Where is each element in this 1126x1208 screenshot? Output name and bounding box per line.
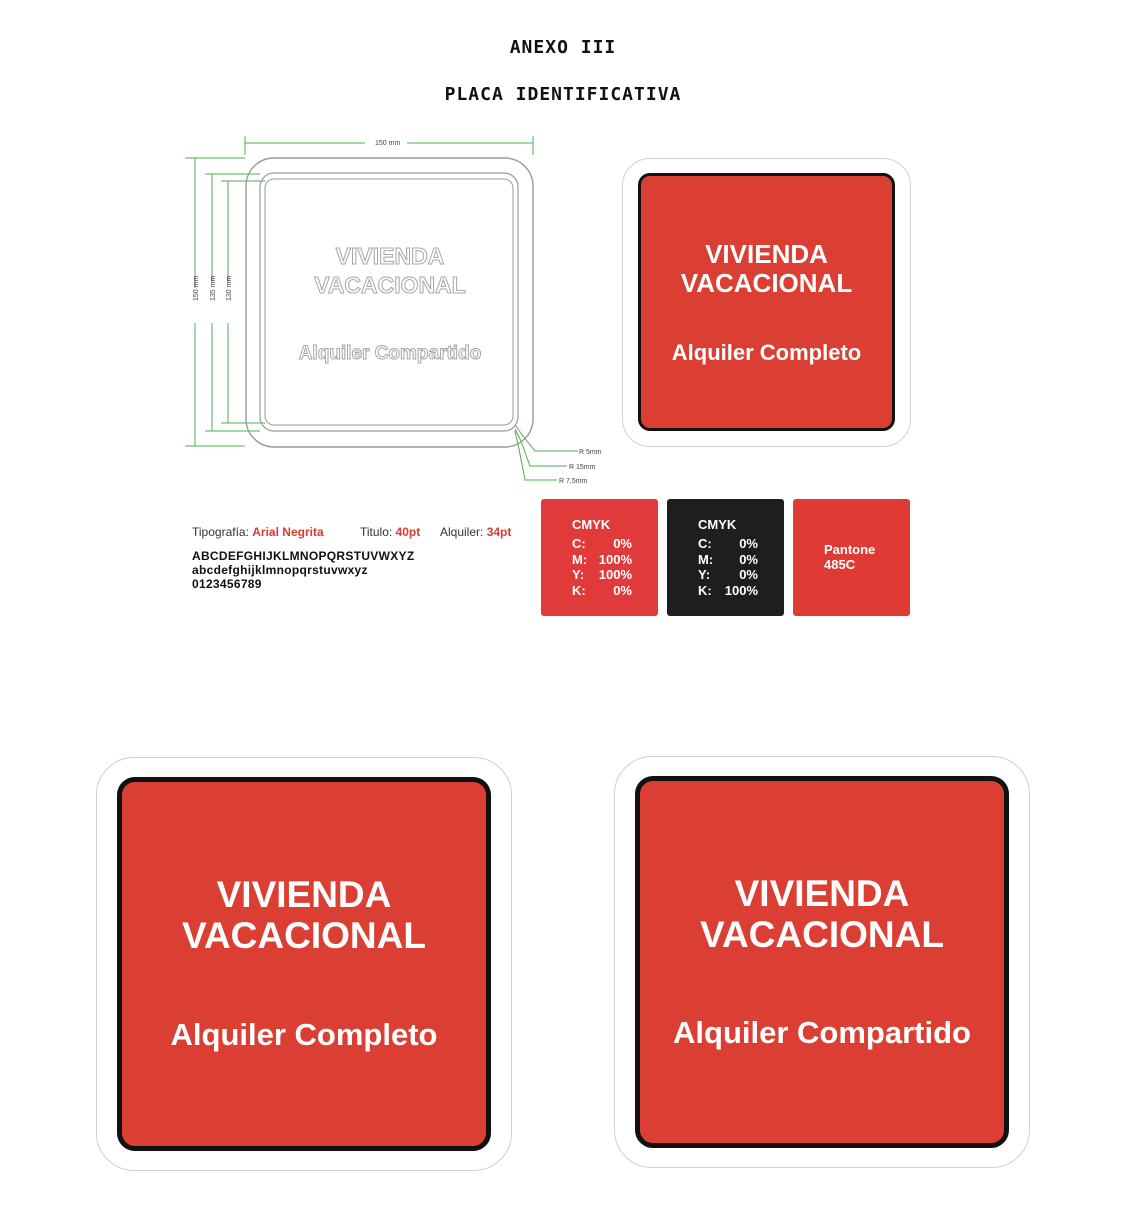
font-spec-value: Arial Negrita bbox=[252, 525, 324, 539]
completo-title-line1: VIVIENDA bbox=[216, 874, 392, 915]
uppercase-sample: ABCDEFGHIJKLMNOPQRSTUVWXYZ bbox=[192, 549, 415, 563]
preview-title-line2: VACACIONAL bbox=[680, 268, 853, 299]
compartido-title-line1: VIVIENDA bbox=[734, 873, 910, 914]
swatch-red-title: CMYK bbox=[572, 517, 611, 532]
swatch-red-cmyk: CMYK C: 0% M: 100% Y: 100% K: 0% bbox=[541, 499, 658, 616]
width-label: 150 mm bbox=[375, 140, 401, 147]
compartido-subtitle: Alquiler Compartido bbox=[673, 1015, 971, 1050]
title-size-label: Titulo: bbox=[360, 525, 396, 539]
annex-title: ANEXO III bbox=[509, 37, 617, 58]
character-sample bbox=[192, 549, 414, 591]
height-130-label: 130 mm bbox=[226, 275, 233, 301]
title-size-value: 40pt bbox=[395, 525, 421, 539]
preview-title-line1: VIVIENDA bbox=[705, 239, 828, 269]
radius-15-label: R 15mm bbox=[569, 464, 596, 471]
rent-size-value: 34pt bbox=[486, 525, 512, 539]
rent-size-spec bbox=[440, 525, 511, 539]
drawing-subtitle: Alquiler Compartido bbox=[298, 343, 482, 364]
height-135-label: 135 mm bbox=[210, 275, 217, 301]
title-size-spec bbox=[360, 525, 420, 539]
large-sign-compartido-panel bbox=[635, 776, 1009, 1148]
compartido-title-line2: VACACIONAL bbox=[700, 914, 944, 956]
large-sign-compartido bbox=[614, 756, 1030, 1168]
completo-subtitle: Alquiler Completo bbox=[170, 1017, 438, 1052]
large-sign-completo bbox=[96, 757, 512, 1171]
preview-subtitle: Alquiler Completo bbox=[671, 340, 862, 365]
document-subtitle: PLACA IDENTIFICATIVA bbox=[444, 84, 682, 105]
technical-drawing bbox=[185, 133, 625, 493]
font-spec bbox=[192, 525, 324, 539]
font-spec-label: Tipografía: bbox=[192, 525, 253, 539]
large-sign-completo-panel bbox=[117, 777, 491, 1151]
drawing-title-line2: VACACIONAL bbox=[314, 272, 466, 298]
rent-size-label: Alquiler: bbox=[440, 525, 487, 539]
pantone-label: Pantone bbox=[824, 542, 876, 557]
pantone-code: 485C bbox=[824, 557, 856, 572]
completo-title-line2: VACACIONAL bbox=[182, 915, 426, 957]
preview-sign bbox=[622, 158, 911, 447]
drawing-title-line1: VIVIENDA bbox=[335, 243, 445, 269]
swatch-black-cmyk: CMYK C: 0% M: 0% Y: 0% K: 100% bbox=[667, 499, 784, 616]
radius-7-5-label: R 7,5mm bbox=[559, 478, 588, 485]
swatch-black-title: CMYK bbox=[698, 517, 737, 532]
lowercase-sample: abcdefghijklmnopqrstuvwxyz bbox=[192, 563, 368, 577]
digits-sample: 0123456789 bbox=[192, 577, 262, 591]
height-150-label: 150 mm bbox=[193, 275, 200, 301]
swatch-pantone bbox=[793, 499, 910, 616]
radius-5-label: R 5mm bbox=[579, 449, 602, 456]
preview-sign-panel bbox=[638, 173, 895, 431]
